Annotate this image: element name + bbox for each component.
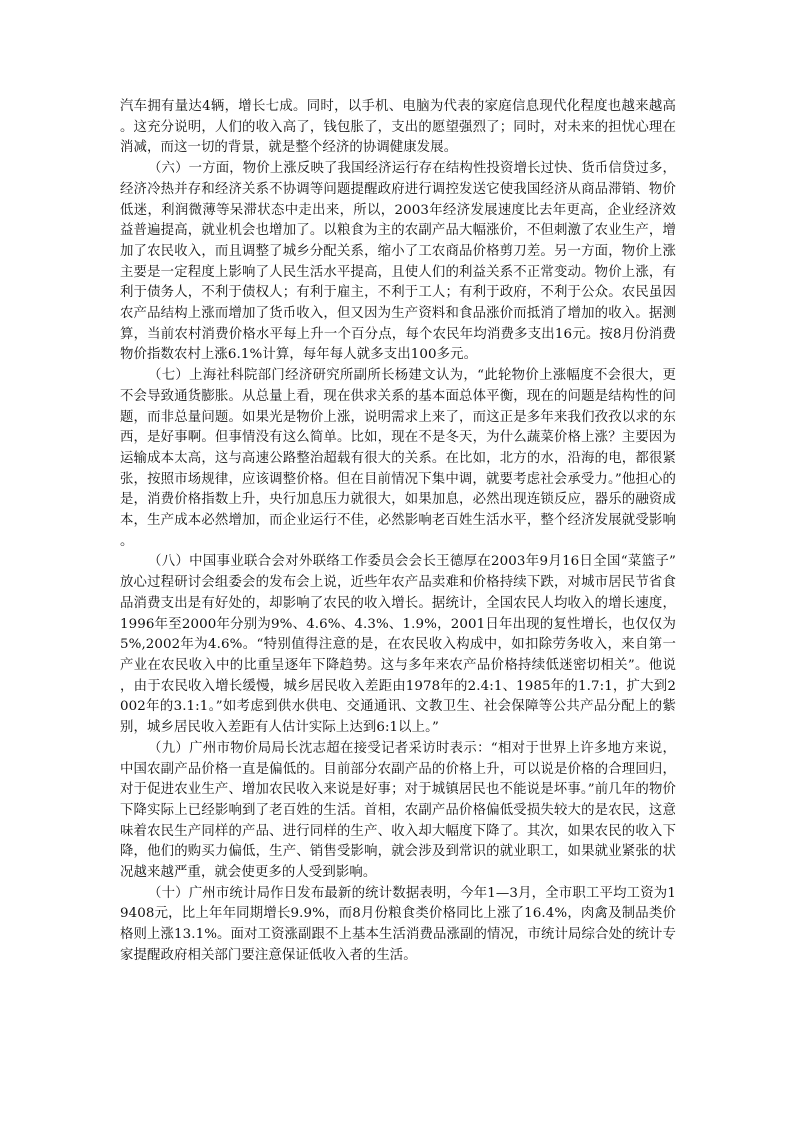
paragraph-section-7: （七）上海社科院部门经济研究所副所长杨建文认为，“此轮物价上涨幅度不会很大，更不会导致通货膨胀。从总量上看，现在供求关系的基本面总体平衡，现在的问题是结构性的问题，而非总量问题。如果光是物价上涨，说明需求上来了，而这正是多年来我们孜孜以求的东西，是好事啊。但事情没有这么简单。比如，现在不是冬天，为什么蔬菜价格上涨？主要因为运输成本太高，这与高速公路整治超载有很大的关系。在比如，北方的水，沿海的电，都很紧张，按照市场规律，应该调整价格。但在目前情况下集中调，就要考虑社会承受力。”他担心的是，消费价格指数上升，央行加息压力就很大，如果加息，必然出现连锁反应，器乐的融资成本，生产成本必然增加，而企业运行不佳，必然影响老百姓生活水平，整个经济发展就受影响。 [120,368,676,549]
paragraph-section-10: （十）广州市统计局作日发布最新的统计数据表明，今年1—3月，全市职工平均工资为19408元，比上年年同期增长9.9%，而8月份粮食类价格同比上涨了16.4%，肉禽及制品类价格则上涨13.1%。面对工资涨副跟不上基本生活消费品涨副的情况，市统计局综合处的统计专家提醒政府相关部门要注意保证低收入者的生活。 [120,885,676,963]
paragraph-section-6: （六）一方面，物价上涨反映了我国经济运行存在结构性投资增长过快、货币信贷过多，经济冷热并存和经济关系不协调等问题提醒政府进行调控发送它使我国经济从商品滞销、物价低迷，利润微薄等呆滞状态中走出来，所以，2003年经济发展速度比去年更高，企业经济效益普遍提高，就业机会也增加了。以粮食为主的农副产品大幅涨价，不但刺激了农业生产，增加了农民收入，而且调整了城乡分配关系，缩小了工农商品价格剪刀差。另一方面，物价上涨主要是一定程度上影响了人民生活水平提高，且使人们的利益关系不正常变动。物价上涨，有利于债务人，不利于债权人；有利于雇主，不利于工人；有利于政府，不利于公众。农民虽因农产品结构上涨而增加了货币收入，但又因为生产资料和食品涨价而抵消了增加的收入。据测算，当前农村消费价格水平每上升一个百分点，每个农民年均消费多支出16元。按8月份消费物价指数农村上涨6.1%计算，每年每人就多支出100多元。 [120,161,676,363]
paragraph-intro: 汽车拥有量达4辆，增长七成。同时，以手机、电脑为代表的家庭信息现代化程度也越来越高。这充分说明，人们的收入高了，钱包胀了，支出的愿望强烈了；同时，对未来的担忧心理在消减，而这一切的背景，就是整个经济的协调健康发展。 [120,99,676,156]
paragraph-section-9: （九）广州市物价局局长沈志超在接受记者采访时表示：“相对于世界上许多地方来说，中国农副产品价格一直是偏低的。目前部分农副产品的价格上升，可以说是价格的合理回归，对于促进农业生产、增加农民收入来说是好事；对于城镇居民也不能说是坏事。”前几年的物价下降实际上已经影响到了老百姓的生活。首相，农副产品价格偏低受损失较大的是农民，这意味着农民生产同样的产品、进行同样的生产、收入却大幅度下降了。其次，如果农民的收入下降，他们的购买力偏低，生产、销售受影响，就会涉及到常识的就业职工，如果就业紧张的状况越来越严重，就会使更多的人受到影响。 [120,740,676,881]
paragraph-section-8: （八）中国事业联合会对外联络工作委员会会长王德厚在2003年9月16日全国“菜篮子”放心过程研讨会组委会的发布会上说，近些年农产品卖难和价格持续下跌，对城市居民节省食品消费支出是有好处的，却影响了农民的收入增长。据统计，全国农民人均收入的增长速度，1996年至2000年分别为9%、4.6%、4.3%、1.9%，2001日年出现的复性增长，也仅仅为5%,2002年为4.6%。“特别值得注意的是，在农民收入构成中，如扣除劳务收入，来自第一产业在农民收入中的比重呈逐年下降趋势。这与多年来农产品价格持续低迷密切相关”。他说，由于农民收入增长缓慢，城乡居民收入差距由1978年的2.4:1、1985年的1.7:1，扩大到2002年的3.1:1。”如考虑到供水供电、交通通讯、文教卫生、社会保障等公共产品分配上的紫别，城乡居民收入差距有人估计实际上达到6:1以上。” [120,554,676,736]
document-page [120,97,676,967]
